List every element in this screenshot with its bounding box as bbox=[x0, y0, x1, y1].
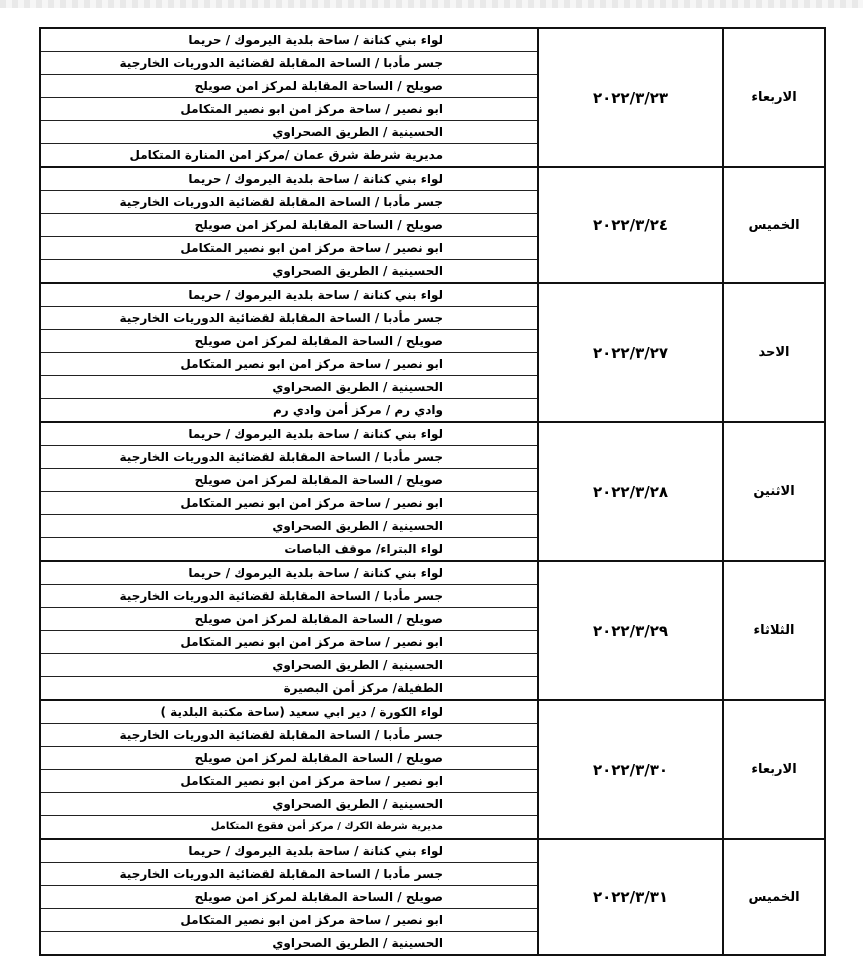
location-cell: مديرية شرطة شرق عمان /مركز امن المنارة المتكامل bbox=[40, 144, 538, 168]
table-row bbox=[40, 422, 825, 446]
table-row bbox=[40, 167, 825, 191]
location-cell: ابو نصير / ساحة مركز امن ابو نصير المتكامل bbox=[40, 353, 538, 376]
location-cell: الحسينية / الطريق الصحراوي bbox=[40, 932, 538, 956]
location-cell: صويلح / الساحة المقابلة لمركز امن صويلح bbox=[40, 469, 538, 492]
location-cell: صويلح / الساحة المقابلة لمركز امن صويلح bbox=[40, 75, 538, 98]
location-cell: لواء بني كنانة / ساحة بلدية اليرموك / حريما bbox=[40, 283, 538, 307]
day-cell: الثلاثاء bbox=[723, 561, 825, 700]
location-cell: جسر مأدبا / الساحة المقابلة لقضائية الدوريات الخارجية bbox=[40, 585, 538, 608]
location-cell: لواء بني كنانة / ساحة بلدية اليرموك / حريما bbox=[40, 839, 538, 863]
location-cell: صويلح / الساحة المقابلة لمركز امن صويلح bbox=[40, 886, 538, 909]
location-cell: لواء الكورة / دير ابي سعيد (ساحة مكتبة البلدية ) bbox=[40, 700, 538, 724]
location-cell: جسر مأدبا / الساحة المقابلة لقضائية الدوريات الخارجية bbox=[40, 307, 538, 330]
location-cell: الطفيلة/ مركز أمن البصيرة bbox=[40, 677, 538, 701]
location-cell: الحسينية / الطريق الصحراوي bbox=[40, 515, 538, 538]
location-cell: لواء بني كنانة / ساحة بلدية اليرموك / حريما bbox=[40, 422, 538, 446]
schedule-group-sun-27 bbox=[40, 283, 825, 422]
location-cell: لواء بني كنانة / ساحة بلدية اليرموك / حريما bbox=[40, 167, 538, 191]
day-cell: الخميس bbox=[723, 839, 825, 955]
location-cell: صويلح / الساحة المقابلة لمركز امن صويلح bbox=[40, 330, 538, 353]
location-cell: مديرية شرطة الكرك / مركز أمن فقوع المتكامل bbox=[40, 816, 538, 840]
location-cell: الحسينية / الطريق الصحراوي bbox=[40, 260, 538, 284]
schedule-table bbox=[39, 27, 826, 956]
schedule-group-wed-23 bbox=[40, 28, 825, 167]
schedule-group-wed-30 bbox=[40, 700, 825, 839]
location-cell: الحسينية / الطريق الصحراوي bbox=[40, 654, 538, 677]
location-cell: الحسينية / الطريق الصحراوي bbox=[40, 121, 538, 144]
location-cell: ابو نصير / ساحة مركز امن ابو نصير المتكامل bbox=[40, 98, 538, 121]
location-cell: ابو نصير / ساحة مركز امن ابو نصير المتكامل bbox=[40, 237, 538, 260]
date-cell: ٢٠٢٢/٣/٢٣ bbox=[538, 28, 723, 167]
day-cell: الاربعاء bbox=[723, 28, 825, 167]
location-cell: جسر مأدبا / الساحة المقابلة لقضائية الدوريات الخارجية bbox=[40, 52, 538, 75]
table-row bbox=[40, 283, 825, 307]
day-cell: الاثنين bbox=[723, 422, 825, 561]
location-cell: جسر مأدبا / الساحة المقابلة لقضائية الدوريات الخارجية bbox=[40, 724, 538, 747]
date-cell: ٢٠٢٢/٣/٢٨ bbox=[538, 422, 723, 561]
location-cell: ابو نصير / ساحة مركز امن ابو نصير المتكامل bbox=[40, 492, 538, 515]
location-cell: جسر مأدبا / الساحة المقابلة لقضائية الدوريات الخارجية bbox=[40, 191, 538, 214]
location-cell: صويلح / الساحة المقابلة لمركز امن صويلح bbox=[40, 214, 538, 237]
location-cell: ابو نصير / ساحة مركز امن ابو نصير المتكامل bbox=[40, 631, 538, 654]
location-cell: جسر مأدبا / الساحة المقابلة لقضائية الدوريات الخارجية bbox=[40, 446, 538, 469]
schedule-group-mon-28 bbox=[40, 422, 825, 561]
location-cell: ابو نصير / ساحة مركز امن ابو نصير المتكامل bbox=[40, 770, 538, 793]
schedule-group-thu-24 bbox=[40, 167, 825, 283]
date-cell: ٢٠٢٢/٣/٢٩ bbox=[538, 561, 723, 700]
top-edge-strip bbox=[0, 0, 863, 8]
location-cell: الحسينية / الطريق الصحراوي bbox=[40, 376, 538, 399]
date-cell: ٢٠٢٢/٣/٣١ bbox=[538, 839, 723, 955]
date-cell: ٢٠٢٢/٣/٢٧ bbox=[538, 283, 723, 422]
table-row bbox=[40, 839, 825, 863]
date-cell: ٢٠٢٢/٣/٣٠ bbox=[538, 700, 723, 839]
location-cell: جسر مأدبا / الساحة المقابلة لقضائية الدوريات الخارجية bbox=[40, 863, 538, 886]
day-cell: الخميس bbox=[723, 167, 825, 283]
table-row bbox=[40, 28, 825, 52]
day-cell: الاربعاء bbox=[723, 700, 825, 839]
location-cell: لواء البتراء/ موقف الباصات bbox=[40, 538, 538, 562]
location-cell: الحسينية / الطريق الصحراوي bbox=[40, 793, 538, 816]
location-cell: ابو نصير / ساحة مركز امن ابو نصير المتكامل bbox=[40, 909, 538, 932]
table-row bbox=[40, 561, 825, 585]
table-row bbox=[40, 700, 825, 724]
location-cell: لواء بني كنانة / ساحة بلدية اليرموك / حريما bbox=[40, 28, 538, 52]
location-cell: صويلح / الساحة المقابلة لمركز امن صويلح bbox=[40, 747, 538, 770]
location-cell: وادي رم / مركز أمن وادي رم bbox=[40, 399, 538, 423]
schedule-group-tue-29 bbox=[40, 561, 825, 700]
day-cell: الاحد bbox=[723, 283, 825, 422]
schedule-group-thu-31 bbox=[40, 839, 825, 955]
location-cell: لواء بني كنانة / ساحة بلدية اليرموك / حريما bbox=[40, 561, 538, 585]
date-cell: ٢٠٢٢/٣/٢٤ bbox=[538, 167, 723, 283]
location-cell: صويلح / الساحة المقابلة لمركز امن صويلح bbox=[40, 608, 538, 631]
